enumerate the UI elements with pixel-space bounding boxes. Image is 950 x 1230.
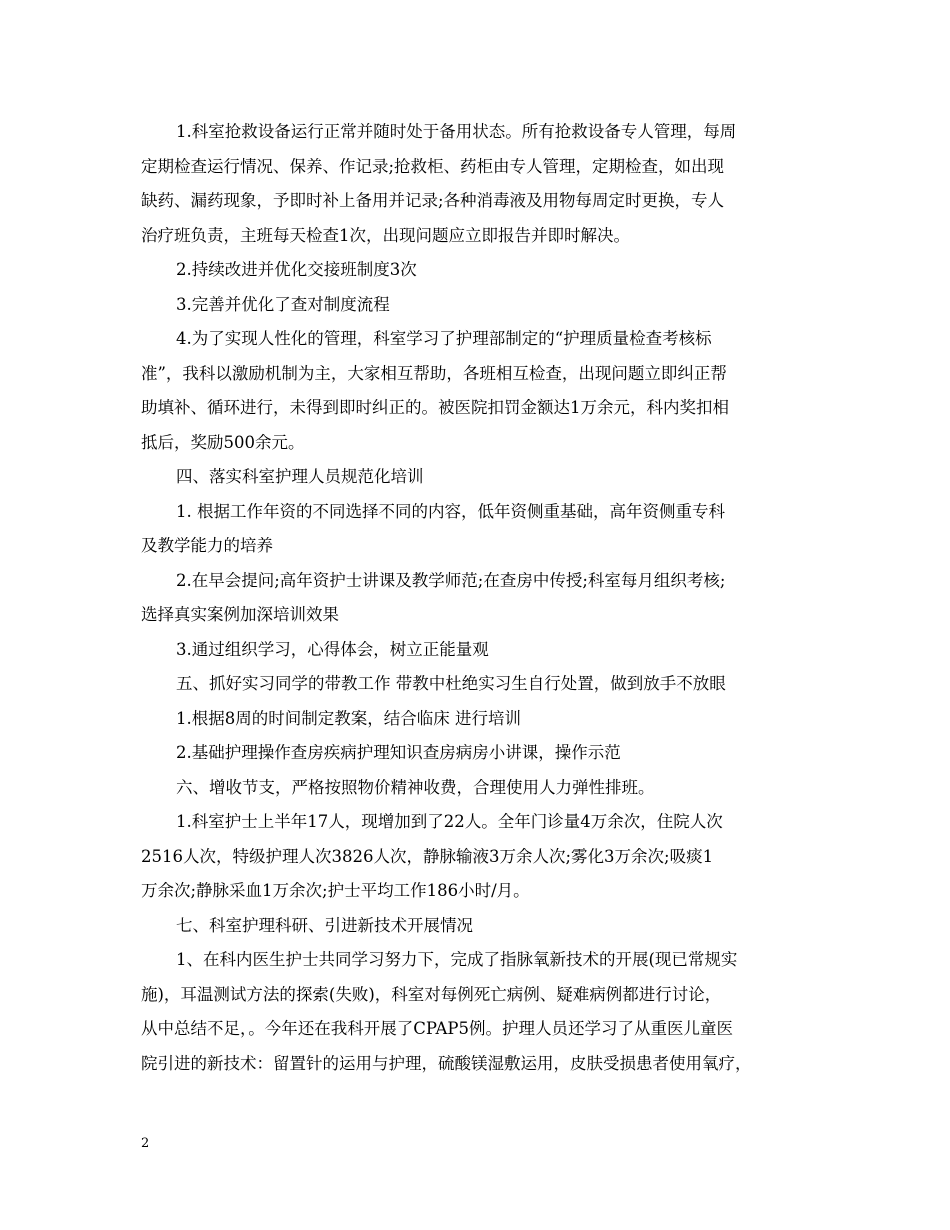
- text-line: 3.完善并优化了查对制度流程: [176, 294, 390, 314]
- text-line: 选择真实案例加深培训效果: [141, 605, 339, 624]
- text-line: 2.基础护理操作查房疾病护理知识查房病房小讲课，操作示范: [176, 743, 621, 762]
- text-line: 院引进的新技术：留置针的运用与护理，硫酸镁湿敷运用，皮肤受损患者使用氧疗，: [141, 1053, 752, 1073]
- text-line: 2.持续改进并优化交接班制度3次: [176, 260, 417, 279]
- text-line: 施)，耳温测试方法的探索(失败)，科室对每例死亡病例、疑难病例都进行讨论，: [141, 984, 722, 1004]
- text-line: 万余次;静脉采血1万余次;护士平均工作186小时/月。: [141, 881, 530, 900]
- text-line: 治疗班负责，主班每天检查1次，出现问题应立即报告并即时解决。: [141, 225, 630, 245]
- text-line: 1.根据8周的时间制定教案，结合临床 进行培训: [176, 708, 521, 728]
- text-line: 准”，我科以激励机制为主，大家相互帮助，各班相互检查，出现问题立即纠正帮: [141, 363, 727, 383]
- text-line: 1、在科内医生护士共同学习努力下，完成了指脉氧新技术的开展(现已常规实: [176, 950, 738, 969]
- text-line: 及教学能力的培养: [141, 536, 273, 555]
- text-line: 定期检查运行情况、保养、作记录;抢救柜、药柜由专人管理，定期检查，如出现: [141, 156, 725, 176]
- text-line: 助填补、循环进行，未得到即时纠正的。被医院扣罚金额达1万余元，科内奖扣相: [141, 398, 729, 417]
- text-line: 3.通过组织学习，心得体会，树立正能量观: [176, 639, 489, 659]
- text-line: 2.在早会提问;高年资护士讲课及教学师范;在查房中传授;科室每月组织考核;: [176, 570, 726, 590]
- page-number: 2: [141, 1136, 150, 1151]
- text-line: 4.为了实现人性化的管理，科室学习了护理部制定的“护理质量检查考核标: [176, 329, 712, 348]
- text-line: 四、落实科室护理人员规范化培训: [176, 467, 424, 486]
- text-line: 1.科室抢救设备运行正常并随时处于备用状态。所有抢救设备专人管理，每周: [176, 122, 737, 141]
- text-line: 从中总结不足，。今年还在我科开展了CPAP5例。护理人员还学习了从重医儿童医: [141, 1019, 733, 1038]
- text-line: 2516人次，特级护理人次3826人次，静脉输液3万余人次;雾化3万余次;吸痰1: [141, 846, 714, 866]
- text-line: 1. 根据工作年资的不同选择不同的内容，低年资侧重基础，高年资侧重专科: [176, 501, 725, 521]
- text-line: 缺药、漏药现象，予即时补上备用并记录;各种消毒液及用物每周定时更换，专人: [141, 191, 725, 210]
- document-body: [141, 115, 821, 1081]
- text-line: 六、增收节支，严格按照物价精神收费，合理使用人力弹性排班。: [176, 777, 655, 797]
- text-line: 七、科室护理科研、引进新技术开展情况: [176, 915, 473, 935]
- text-line: 抵后，奖励500余元。: [141, 432, 305, 452]
- text-line: 1.科室护士上半年17人，现增加到了22人。全年门诊量4万余次，住院人次: [176, 812, 723, 831]
- text-line: 五、抓好实习同学的带教工作 带教中杜绝实习生自行处置，做到放手不放眼: [176, 674, 726, 693]
